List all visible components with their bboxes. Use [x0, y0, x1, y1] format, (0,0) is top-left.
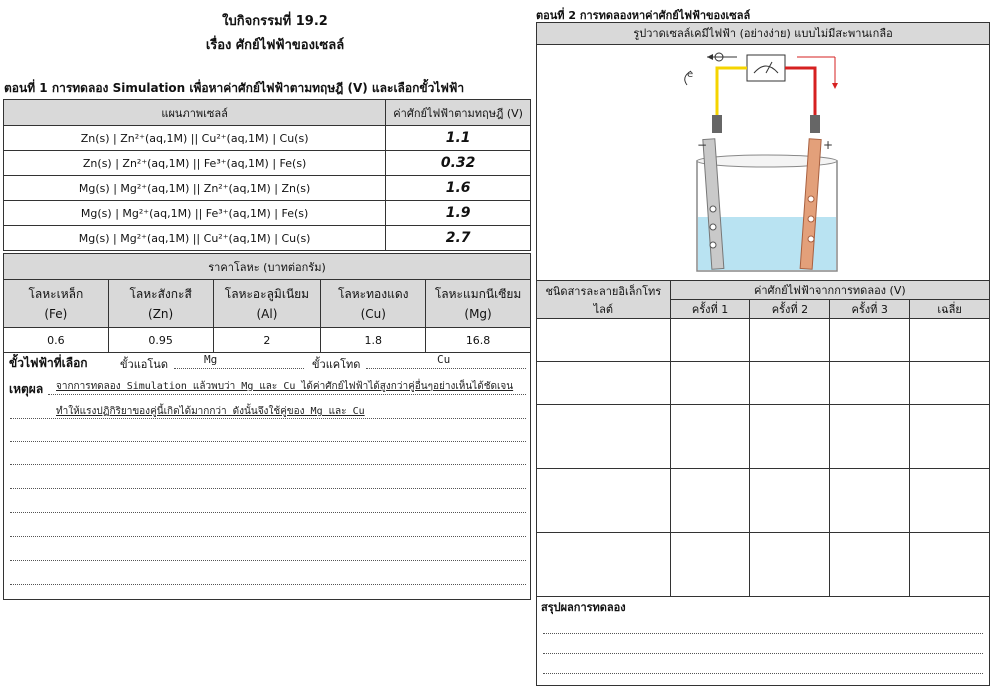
table-row — [4, 201, 531, 226]
table-row — [537, 405, 990, 469]
cathode-label: ขั้วแคโทด — [312, 358, 361, 371]
cell-voltage: 1.9 — [386, 201, 531, 226]
cell-voltage: 1.1 — [386, 126, 531, 151]
reason-line-2[interactable]: ทำให้แรงปฏิกิริยาของคู่นี้เกิดได้มากกว่า ดังนั้นจึงใช้คู่ของ Mg และ Cu — [56, 406, 365, 417]
metal-price: 2 — [213, 328, 321, 353]
metal-header: โลหะเหล็ก (Fe) — [4, 280, 109, 328]
metal-header: โลหะแมกนีเซียม (Mg) — [426, 280, 531, 328]
table-row — [537, 469, 990, 533]
conclusion-label: สรุปผลการทดลอง — [541, 601, 626, 614]
metal-price: 1.8 — [321, 328, 426, 353]
cell-diagram: Mg(s) | Mg²⁺(aq,1M) || Cu²⁺(aq,1M) | Cu(s) — [4, 226, 386, 251]
sheet-title: ใบกิจกรรมที่ 19.2 — [222, 14, 328, 29]
price-heading: ราคาโลหะ (บาทต่อกรัม) — [4, 254, 531, 280]
cell-voltage: 2.7 — [386, 226, 531, 251]
cathode-value[interactable]: Cu — [437, 353, 451, 366]
table-row — [4, 126, 531, 151]
experiment-table — [536, 280, 990, 597]
part2-heading: ตอนที่ 2 การทดลองหาค่าศักย์ไฟฟ้าของเซลล์ — [536, 9, 751, 22]
trial-header: ครั้งที่ 3 — [830, 300, 910, 319]
cell-drawing-caption: รูปวาดเซลล์เคมีไฟฟ้า (อย่างง่าย) แบบไม่มีสะพานเกลือ — [537, 23, 989, 45]
trial-header: ครั้งที่ 2 — [750, 300, 830, 319]
metal-price: 0.95 — [108, 328, 213, 353]
reason-label: เหตุผล — [9, 382, 44, 396]
svg-text:−: − — [697, 138, 708, 152]
metal-price: 0.6 — [4, 328, 109, 353]
cell-diagram: Zn(s) | Zn²⁺(aq,1M) || Fe³⁺(aq,1M) | Fe(s) — [4, 151, 386, 176]
anode-label: ขั้วแอโนด — [120, 358, 168, 371]
svg-text:e: e — [687, 69, 694, 80]
trial-header: เฉลี่ย — [910, 300, 990, 319]
reason-line-1[interactable]: จากการทดลอง Simulation แล้วพบว่า Mg และ Cu ได้ค่าศักย์ไฟฟ้าได้สูงกว่าคู่อื่นๆอย่างเห็นได้ชัดเจน — [56, 381, 514, 392]
electrolyte-header: ชนิดสารละลายอิเล็กโทรไลต์ — [537, 281, 671, 319]
col-diagram-header: แผนภาพเซลล์ — [4, 100, 386, 126]
trial-header: ครั้งที่ 1 — [670, 300, 750, 319]
table-row — [537, 533, 990, 597]
table-row — [4, 151, 531, 176]
metal-header: โลหะทองแดง (Cu) — [321, 280, 426, 328]
metal-header: โลหะอะลูมิเนียม (Al) — [213, 280, 321, 328]
metal-header: โลหะสังกะสี (Zn) — [108, 280, 213, 328]
table-row — [537, 362, 990, 405]
part1-heading: ตอนที่ 1 การทดลอง Simulation เพื่อหาค่าศักย์ไฟฟ้าตามทฤษฎี (V) และเลือกขั้วไฟฟ้า — [4, 81, 465, 95]
voltmeter-icon — [747, 55, 785, 81]
sheet-subtitle: เรื่อง ศักย์ไฟฟ้าของเซลล์ — [205, 38, 345, 53]
electrochemical-cell-illustration — [657, 49, 897, 279]
metal-price-table — [3, 253, 531, 353]
cell-voltage: 0.32 — [386, 151, 531, 176]
cell-diagram: Mg(s) | Mg²⁺(aq,1M) || Fe³⁺(aq,1M) | Fe(s) — [4, 201, 386, 226]
cell-voltage: 1.6 — [386, 176, 531, 201]
electrode-notes — [3, 352, 531, 600]
chosen-label: ขั้วไฟฟ้าที่เลือก — [9, 356, 88, 370]
cell-table — [3, 99, 531, 251]
col-voltage-header: ค่าศักย์ไฟฟ้าตามทฤษฎี (V) — [386, 100, 531, 126]
table-row — [4, 226, 531, 251]
table-row — [4, 176, 531, 201]
svg-text:+: + — [823, 138, 834, 152]
anode-value[interactable]: Mg — [204, 353, 218, 366]
cell-diagram: Zn(s) | Zn²⁺(aq,1M) || Cu²⁺(aq,1M) | Cu(s) — [4, 126, 386, 151]
metal-price: 16.8 — [426, 328, 531, 353]
measured-header: ค่าศักย์ไฟฟ้าจากการทดลอง (V) — [670, 281, 989, 300]
table-row — [537, 319, 990, 362]
cell-diagram: Mg(s) | Mg²⁺(aq,1M) || Zn²⁺(aq,1M) | Zn(s) — [4, 176, 386, 201]
